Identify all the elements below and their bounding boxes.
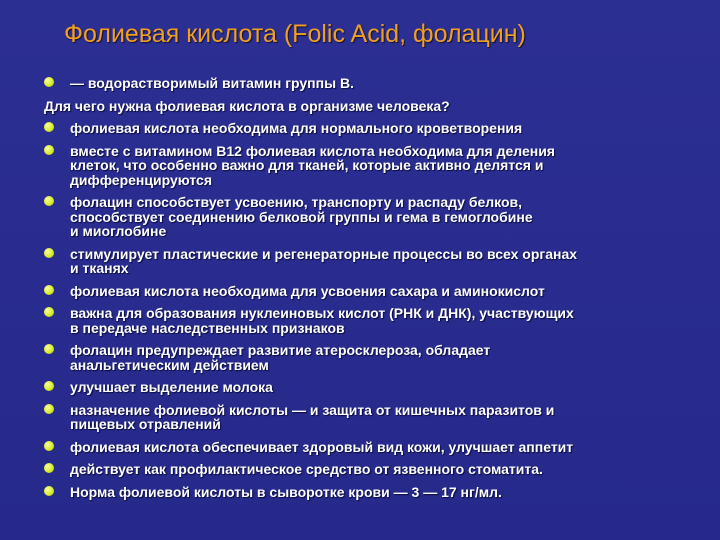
list-item [44,195,704,239]
list-item-text-line: анальгетическим действием [70,356,269,373]
list-item-text-line: и миоглобине [70,223,167,239]
bullet-dot-icon [44,145,54,155]
slide-content [44,76,704,507]
list-item-text-line: вместе с витамином B12 фолиевая кислота необходима для деления [70,142,555,159]
slide-title: Фолиевая кислота (Folic Acid, фолацин) [64,20,526,48]
bullet-dot-icon [44,248,54,258]
bullet-dot-icon [44,404,54,414]
list-item-text-line: Норма фолиевой кислоты в сыворотке крови — 3 — 17 нг/мл. [70,483,502,500]
question-line [44,99,704,114]
list-item-text-line: важна для образования нуклеиновых кислот (РНК и ДНК), участвующих [70,305,574,321]
bullet-dot-icon [44,307,54,317]
bullet-dot-icon [44,196,54,206]
list-item-text-line: назначение фолиевой кислоты — и защита от кишечных паразитов и [70,401,555,418]
list-item-text-line: фолиевая кислота необходима для нормального кроветворения [70,120,523,136]
list-item [44,462,704,477]
bullet-dot-icon [44,486,54,496]
list-item-text-line: фолацин предупреждает развитие атеросклероза, обладает [70,342,491,358]
list-item-text-line: пищевых отравлений [70,416,221,432]
list-item-text-line: фолиевая кислота обеспечивает здоровый вид кожи, улучшает аппетит [70,438,574,455]
bullet-dot-icon [44,77,54,87]
list-item [44,284,704,299]
list-item [44,144,704,188]
bullet-dot-icon [44,122,54,132]
list-item [44,380,704,395]
bullet-dot-icon [44,285,54,295]
list-item-text-line: действует как профилактическое средство от язвенного стоматита. [70,461,543,477]
bullet-dot-icon [44,344,54,354]
list-item [44,76,704,91]
bullet-dot-icon [44,463,54,473]
list-item-text-line: Для чего нужна фолиевая кислота в организме человека? [44,97,450,114]
list-item-text-line: фолацин способствует усвоению, транспорту и распаду белков, [70,194,523,210]
list-item [44,403,704,432]
list-item-text-line: клеток, что особенно важно для тканей, которые активно делятся и [70,157,544,173]
list-item-text-line: способствует соединению белковой группы и гема в гемоглобине [70,208,533,225]
list-item-text-line: в передаче наследственных признаков [70,319,345,336]
list-item-text-line: и тканях [70,260,129,276]
list-item [44,306,704,335]
list-item-text-line: стимулирует пластические и регенераторные процессы во всех органах [70,245,578,262]
list-item-text-line: улучшает выделение молока [70,379,273,395]
bullet-dot-icon [44,441,54,451]
list-item-text-line: — водорастворимый витамин группы В. [70,75,354,91]
list-item [44,485,704,500]
list-item [44,343,704,372]
list-item [44,440,704,455]
list-item-text-line: дифференцируются [70,171,212,188]
list-item [44,247,704,276]
bullet-dot-icon [44,381,54,391]
list-item [44,121,704,136]
list-item-text-line: фолиевая кислота необходима для усвоения сахара и аминокислот [70,282,545,299]
